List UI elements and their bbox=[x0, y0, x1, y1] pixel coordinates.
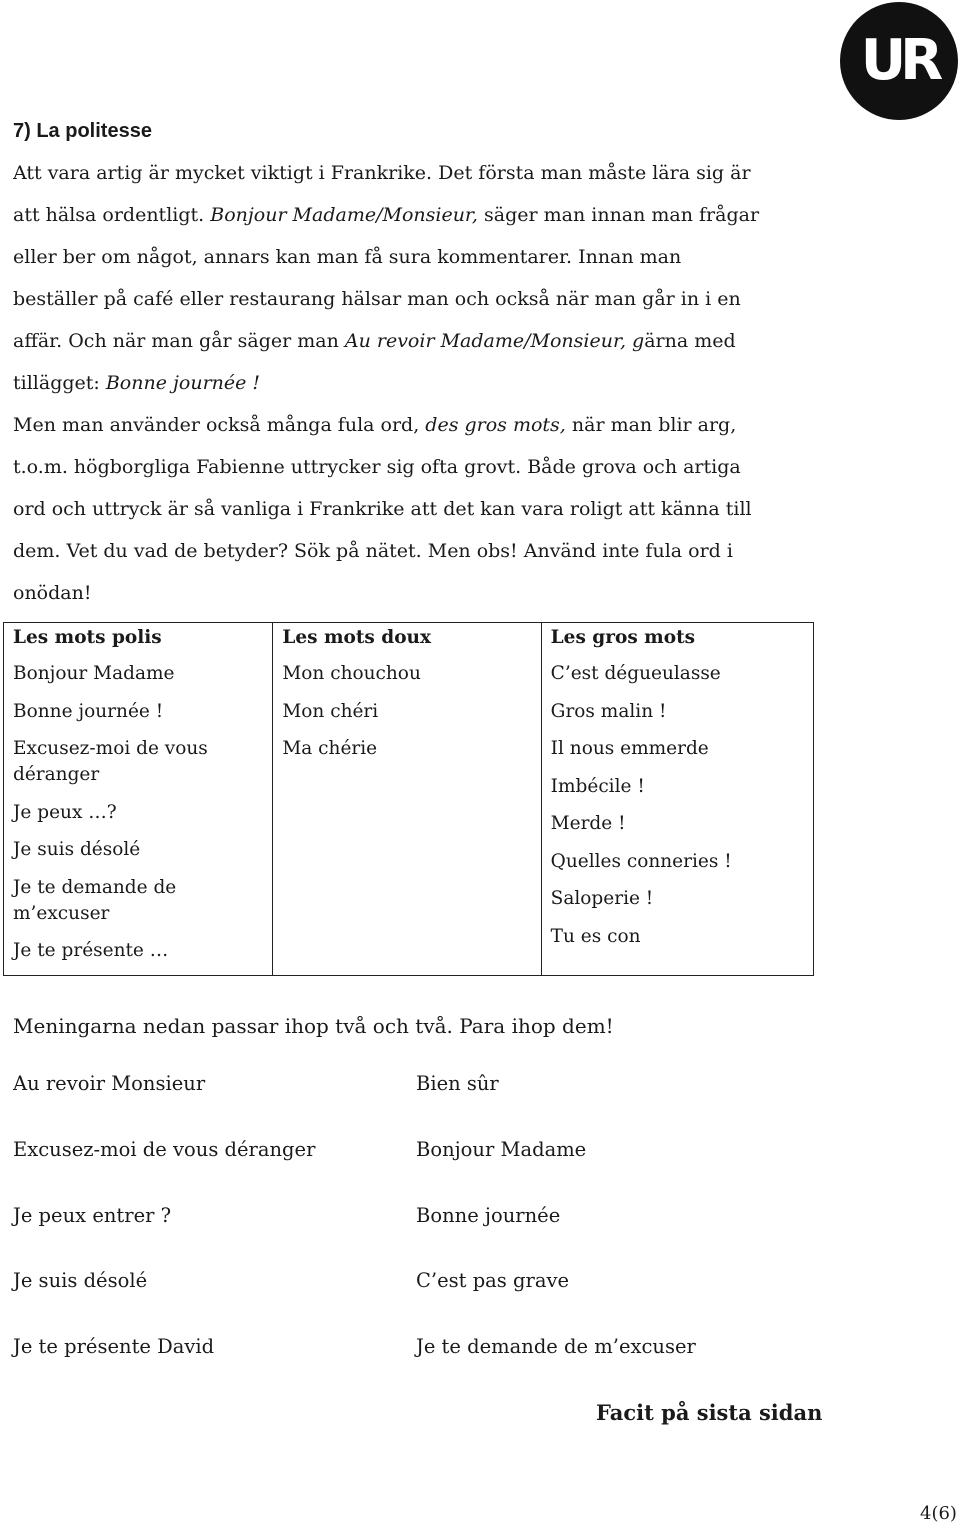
column-header: Les mots polis bbox=[13, 627, 162, 648]
vocabulary-table bbox=[3, 622, 814, 976]
left-sentence: Excusez-moi de vous déranger bbox=[13, 1138, 316, 1161]
column-items bbox=[282, 661, 532, 762]
italic-phrase: Au revoir Madame/Monsieur, g bbox=[344, 330, 645, 352]
italic-phrase: Bonne journée ! bbox=[105, 372, 261, 394]
intro-line: beställer på café eller restaurang hälsar man och också när man går in i en bbox=[13, 288, 741, 310]
table-cell: Je te présente … bbox=[13, 940, 169, 961]
table-cell: Tu es con bbox=[550, 925, 641, 947]
intro-line: affär. Och när man går säger man Au revoir Madame/Monsieur, gärna med bbox=[13, 330, 736, 352]
left-sentence: Je peux entrer ? bbox=[13, 1204, 172, 1227]
left-sentence: Au revoir Monsieur bbox=[13, 1072, 206, 1095]
table-column-doux bbox=[272, 623, 540, 975]
page-number: 4(6) bbox=[920, 1503, 957, 1524]
table-cell: Mon chouchou bbox=[282, 663, 421, 684]
right-sentence: Bonne journée bbox=[416, 1204, 561, 1227]
table-cell: Gros malin ! bbox=[550, 700, 667, 722]
italic-phrase: des gros mots, bbox=[425, 414, 566, 436]
right-sentence: C’est pas grave bbox=[416, 1269, 570, 1292]
intro-line: ord och uttryck är så vanliga i Frankrike att det kan vara roligt att känna till bbox=[13, 498, 752, 520]
right-sentence: Je te demande de m’excuser bbox=[416, 1335, 696, 1358]
table-cell: Imbécile ! bbox=[550, 775, 645, 797]
right-sentence: Bien sûr bbox=[416, 1072, 499, 1095]
table-cell: Merde ! bbox=[550, 813, 626, 834]
table-cell: Je te demande de m’excuser bbox=[13, 876, 177, 924]
intro-line: tillägget: Bonne journée ! bbox=[13, 372, 261, 394]
table-cell: Mon chéri bbox=[282, 700, 379, 722]
table-cell: Je suis désolé bbox=[13, 839, 141, 860]
table-cell: C’est dégueulasse bbox=[550, 663, 721, 684]
intro-line: Att vara artig är mycket viktigt i Frankrike. Det första man måste lära sig är bbox=[13, 162, 751, 184]
table-cell: Quelles conneries ! bbox=[550, 850, 732, 872]
table-cell: Je peux …? bbox=[13, 801, 117, 823]
left-sentence: Je suis désolé bbox=[13, 1269, 148, 1292]
table-cell: Excusez-moi de vous déranger bbox=[13, 738, 208, 785]
column-header: Les mots doux bbox=[282, 627, 432, 648]
table-cell: Ma chérie bbox=[282, 738, 378, 759]
right-sentence: Bonjour Madame bbox=[416, 1138, 587, 1161]
intro-line: att hälsa ordentligt. Bonjour Madame/Monsieur, säger man innan man frågar bbox=[13, 204, 760, 226]
column-items bbox=[551, 661, 805, 950]
table-cell: Bonne journée ! bbox=[13, 700, 164, 722]
ur-logo bbox=[840, 2, 958, 120]
table-column-gros bbox=[541, 623, 813, 975]
facit-note: Facit på sista sidan bbox=[596, 1400, 823, 1425]
table-cell: Bonjour Madame bbox=[13, 663, 175, 684]
italic-phrase: Bonjour Madame/Monsieur, bbox=[210, 204, 478, 226]
column-items bbox=[13, 661, 264, 964]
table-cell: Il nous emmerde bbox=[550, 738, 709, 759]
intro-line: eller ber om något, annars kan man få sura kommentarer. Innan man bbox=[13, 246, 682, 268]
table-cell: Saloperie ! bbox=[550, 888, 654, 909]
column-header: Les gros mots bbox=[550, 627, 696, 648]
table-column-polis bbox=[4, 623, 272, 975]
intro-line: onödan! bbox=[13, 582, 92, 604]
section-title: 7) La politesse bbox=[13, 120, 152, 142]
ur-logo-text: UR bbox=[860, 28, 938, 93]
exercise-instruction: Meningarna nedan passar ihop två och två. Para ihop dem! bbox=[13, 1014, 614, 1038]
intro-line: t.o.m. högborgliga Fabienne uttrycker sig ofta grovt. Både grova och artiga bbox=[13, 456, 741, 478]
intro-line: dem. Vet du vad de betyder? Sök på nätet. Men obs! Använd inte fula ord i bbox=[13, 540, 733, 562]
left-sentence: Je te présente David bbox=[13, 1335, 215, 1358]
intro-line: Men man använder också många fula ord, des gros mots, när man blir arg, bbox=[13, 414, 737, 436]
